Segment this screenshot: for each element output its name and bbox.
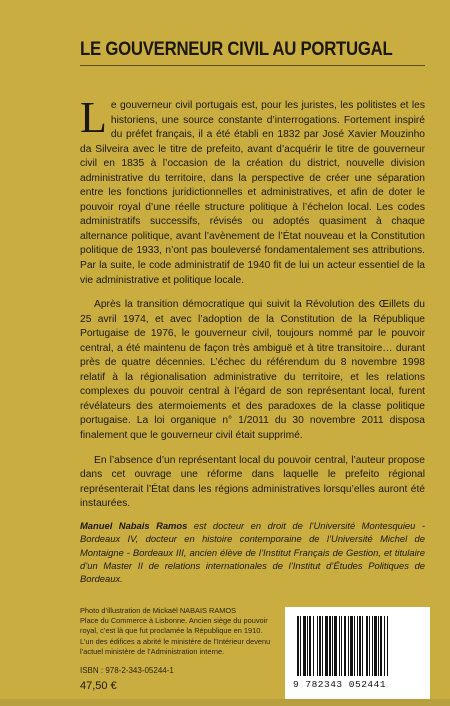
barcode-bar xyxy=(354,616,355,676)
barcode-bar xyxy=(322,616,323,676)
barcode-bar xyxy=(332,616,333,676)
author-name: Manuel Nabais Ramos xyxy=(80,520,188,531)
barcode-bar xyxy=(303,616,306,676)
blurb-paragraph-1 xyxy=(80,93,425,288)
barcode-bar xyxy=(348,616,349,676)
barcode-bar xyxy=(357,616,358,676)
barcode-bar xyxy=(366,616,368,676)
barcode-bar xyxy=(350,616,353,676)
barcode-bar xyxy=(297,616,299,676)
barcode-bar xyxy=(307,616,308,676)
barcode-bar xyxy=(313,616,314,676)
caption-line: Photo d’illustration de Mickaël NABAIS RAMOS xyxy=(80,606,237,615)
barcode-bar xyxy=(374,616,377,676)
drop-cap: L xyxy=(80,93,107,142)
barcode-icon xyxy=(293,616,423,678)
barcode-bar xyxy=(384,616,385,676)
barcode-bar xyxy=(378,616,379,676)
barcode-bar xyxy=(387,616,388,676)
barcode-bar xyxy=(362,616,363,676)
barcode-bar xyxy=(339,616,340,676)
barcode-bar xyxy=(309,616,311,676)
paragraph-1-text: e gouverneur civil portugais est, pour les juristes, les politistes et les historiens, une source constante d’interrogations. Fortement inspiré du préfet français, il a été établi en 1832 par José Xavier Mouzinho da Silveira avec le titre de prefeito, avant d’acquérir le titre de gouverneur civil en 1835 à l’occasion de la création du district, nouvelle division administrative du territoire, dans la perspective de créer une séparation entre les fonctions juridictionnelles et administratives, et afin de doter le pouvoir royal d’une réelle structure politique à l’échelon local. Les codes administratifs successifs, révisés ou adoptés quasiment à chaque alternance politique, avant l’avènement de l’État nouveau et la Constitution politique de 1933, n’ont pas bouleversé fondamentalement ses attributions. Par la suite, le code administratif de 1940 fit de lui un acteur essentiel de la vie administrative et politique locale. xyxy=(80,100,425,286)
bottom-strip xyxy=(0,699,450,706)
book-title: LE GOUVERNEUR CIVIL AU PORTUGAL xyxy=(80,38,393,60)
barcode-bar xyxy=(372,616,373,676)
title-rule xyxy=(80,65,425,66)
photo-caption xyxy=(80,606,275,657)
barcode-digits: 9 782343 052441 xyxy=(293,679,387,690)
barcode-bar xyxy=(300,616,301,676)
barcode-bar xyxy=(341,616,342,676)
barcode-bar xyxy=(359,616,361,676)
barcode-bar xyxy=(329,616,331,676)
barcode-bar xyxy=(317,616,318,676)
barcode-bar xyxy=(334,616,337,676)
barcode-bar xyxy=(344,616,346,676)
caption-line: Place du Commerce à Lisbonne. Ancien siège du pouvoir xyxy=(80,616,268,626)
caption-line: l’actuel ministère de l’Administration interne. xyxy=(80,646,225,656)
author-bio xyxy=(80,519,425,585)
barcode-bar xyxy=(380,616,382,676)
caption-line: L’un des édifices a abrité le ministère de l’Intérieur devenu xyxy=(80,636,271,646)
barcode-bar xyxy=(319,616,321,676)
barcode-panel xyxy=(285,607,430,699)
barcode-bar xyxy=(369,616,370,676)
price: 47,50 € xyxy=(80,680,117,692)
blurb-paragraph-3: En l’absence d’un représentant local du pouvoir central, l’auteur propose dans cet ouvrage une réforme dans laquelle le prefeito régional représenterait l’État dans les régions administratives lorsqu’elles auront été instaurées. xyxy=(80,454,425,510)
blurb xyxy=(80,93,425,512)
barcode-bar xyxy=(325,616,328,676)
author-bio-text: est docteur en droit de l’Université Montesquieu - Bordeaux IV, docteur en histoire contemporaine de l’Université Michel de Montaigne - Bordeaux III, ancien élève de l’Institut Français de Gestion, et titulaire d’un Master II de relations internationales de l’Institut d’Études Politiques de Bordeaux. xyxy=(80,520,425,585)
isbn: ISBN : 978-2-343-05244-1 xyxy=(80,666,174,675)
blurb-paragraph-2: Après la transition démocratique qui suivit la Révolution des Œillets du 25 avril 1974, et avec l’adoption de la Constitution de la République Portugaise de 1976, le gouverneur civil, toujours nommé par le pouvoir central, a été maintenu de façon très ambiguë et à titre transitoire… durant près de quatre décennies. L’échec du référendum du 8 novembre 1998 relatif à la régionalisation administrative du territoire, et les relations complexes du pouvoir central à l’égard de son représentant local, furent révélateurs des atermoiements et des paradoxes de la classe politique portugaise. La loi organique n° 1/2011 du 30 novembre 2011 disposa finalement que le gouverneur civil était supprimé. xyxy=(80,299,425,442)
caption-line: royal, c’est là que fut proclamée la République en 1910. xyxy=(80,626,263,636)
